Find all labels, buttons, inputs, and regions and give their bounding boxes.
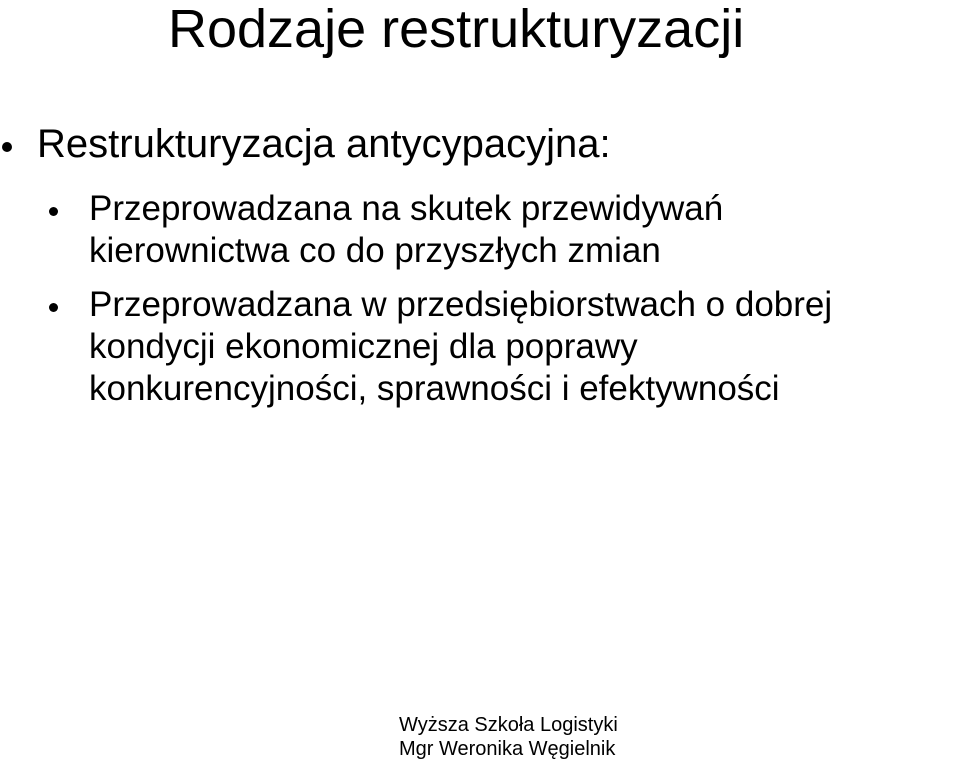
bullet-text-line: kierownictwa co do przyszłych zmian xyxy=(89,231,661,270)
bullet-text-line: Przeprowadzana w przedsiębiorstwach o dobrej xyxy=(89,285,833,324)
bullet-text-line: Restrukturyzacja antycypacyjna: xyxy=(37,122,611,166)
bullet-item-anticipatory-restructuring xyxy=(0,120,960,168)
footer-author: Mgr Weronika Węgielnik xyxy=(399,738,616,760)
slide-title: Rodzaje restrukturyzacji xyxy=(168,0,745,59)
slide-footer xyxy=(399,713,618,761)
bullet-list xyxy=(0,120,960,422)
sub-bullet-item-forecast xyxy=(0,188,960,272)
bullet-dot-icon xyxy=(49,207,58,216)
bullet-dot-icon xyxy=(2,142,12,152)
bullet-dot-icon xyxy=(49,303,58,312)
bullet-text-line: kondycji ekonomicznej dla poprawy xyxy=(89,327,638,366)
sub-bullet-item-good-condition xyxy=(0,284,960,410)
bullet-text-line: Przeprowadzana na skutek przewidywań xyxy=(89,189,724,228)
bullet-text-line: konkurencyjności, sprawności i efektywności xyxy=(89,369,780,408)
footer-school: Wyższa Szkoła Logistyki xyxy=(399,714,618,736)
